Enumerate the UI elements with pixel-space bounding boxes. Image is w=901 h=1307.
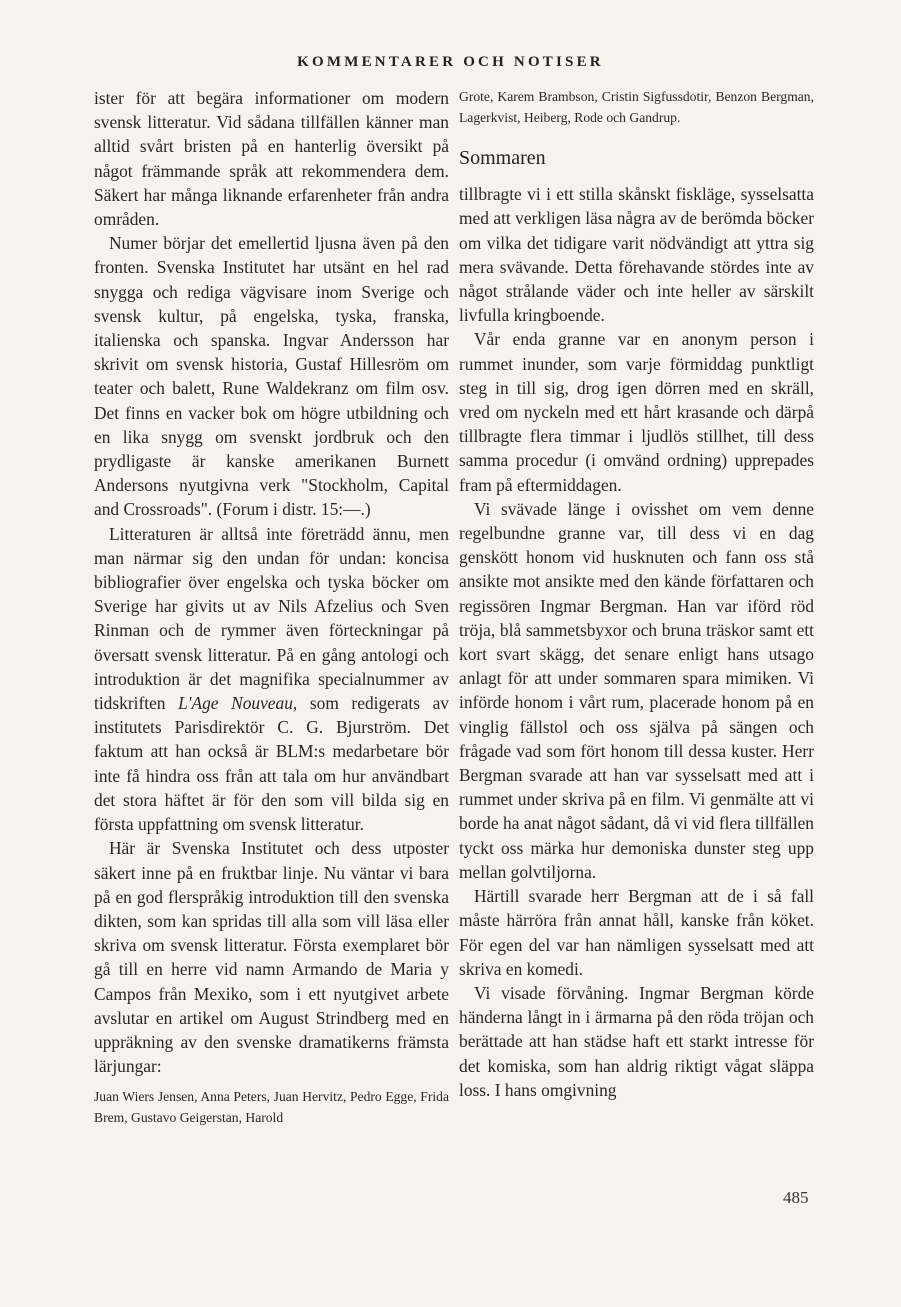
section-title: Sommaren	[459, 147, 546, 169]
journal-title: L'Age Nouveau,	[178, 693, 298, 714]
paragraph: Vår enda granne var en anonym person i rummet inunder, som varje förmiddag punktligt steg in till sig, drog igen dörren med en skräll, vred om nyckeln med ett hårt krasande och därpå tillbragte flera timmar i ljudlös stillhet, till dess samma procedur (i omvänd ordning) upprepades fram på eftermiddagen.	[459, 329, 814, 495]
left-column	[94, 86, 449, 1128]
paragraph: Numer börjar det emellertid ljusna även på den fronten. Svenska Institutet har utsänt en hel rad snygga och rediga vägvisare inom Sverige och svensk kultur, på engelska, tyska, franska, italienska och spanska. Ingvar Andersson har skrivit om svensk historia, Gustaf Hillesröm om teater och balett, Rune Waldekranz om film osv. Det finns en vacker bok om högre utbildning och en lika snygg om svenskt jordbruk och den prydligaste är kanske amerikanen Burnett Andersons nyutgivna verk "Stockholm, Capital and Crossroads". (Forum i distr. 15:—.)	[94, 233, 449, 520]
running-header: KOMMENTARER OCH NOTISER	[297, 54, 604, 70]
paragraph: tillbragte vi i ett stilla skånskt fiskläge, sysselsatta med att verkligen läsa några av de berömda böcker om vilka det tidigare varit nödvändigt att yttra sig mera svävande. Detta förehavande stördes inte av något strålande väder och inte heller av särskilt livfulla kringboende.	[459, 184, 814, 326]
right-column	[459, 86, 814, 1102]
page-number: 485	[783, 1188, 809, 1207]
names-list: Juan Wiers Jensen, Anna Peters, Juan Hervitz, Pedro Egge, Frida Brem, Gustavo Geigerstan, Harold	[94, 1089, 449, 1126]
paragraph: Vi svävade länge i ovisshet om vem denne regelbundne granne var, till dess vi en dag genskött honom vid husknuten och fann oss stå ansikte mot ansikte med den kände författaren och regissören Ingmar Bergman. Han var iförd röd tröja, blå sammetsbyxor och bruna träskor samt ett kort svart skägg, det senare enligt hans utsago anlagt för att under sommaren spara mimiken. Vi införde honom i vårt rum, placerade honom på en vinglig fällstol och oss själva på sängen och frågade vad som fört honom till dessa kuster. Herr Bergman svarade att han var sysselsatt med att i rummet under skriva på en film. Vi genmälte att vi borde ha anat något sådant, då vi vid flera tillfällen tyckt oss märka hur demoniska dunster steg upp mellan golvtiljorna.	[459, 498, 814, 882]
paragraph-text: Litteraturen är alltså inte företrädd ännu, men man närmar sig den undan för undan: koncisa bibliografier över engelska och tyska böcker om Sverige har givits ut av Nils Afzelius och Sven Rinman och de rymmer även förteckningar på översatt svensk litteratur. På en gång antologi och introduktion är det magnifika specialnummer av tidskriften	[94, 523, 449, 714]
paragraph: Härtill svarade herr Bergman att de i så fall måste härröra från annat håll, kanske från köket. För egen del var han nämligen sysselsatt med att skriva en komedi.	[459, 886, 814, 979]
paragraph: Vi visade förvåning. Ingmar Bergman körde händerna långt in i ärmarna på den röda tröjan och berättade att han städse haft ett starkt intresse för det komiska, som han aldrig riktigt vågat släppa loss. I hans omgivning	[459, 982, 814, 1100]
paragraph: ister för att begära informationer om modern svensk litteratur. Vid sådana tillfällen känner man alltid svårt bristen på en hanterlig översikt på något främmande språk att rekommendera dem. Säkert har många liknande erfarenheter från andra områden.	[94, 88, 449, 230]
paragraph	[94, 522, 449, 837]
paragraph-text: som redigerats av institutets Parisdirektör C. G. Bjurström. Det faktum att han också är BLM:s medarbetare bör inte få hindra oss från att tala om hur användbart det stora häftet är för den som vill bilda sig en första uppfattning om svensk litteratur.	[94, 693, 449, 835]
paragraph: Här är Svenska Institutet och dess utposter säkert inne på en fruktbar linje. Nu väntar vi bara på en god flerspråkig introduktion till den svenska dikten, som kan spridas till alla som vill läsa eller skriva om svensk litteratur. Första exemplaret bör gå till en herre vid namn Armando de Maria y Campos från Mexiko, som i ett nyutgivet arbete avslutar en artikel om August Strindberg med en uppräkning av den svenske dramatikerns främsta lärjungar:	[94, 838, 449, 1077]
names-list-continued: Grote, Karem Brambson, Cristin Sigfussdotir, Benzon Bergman, Lagerkvist, Heiberg, Rode och Gandrup.	[459, 89, 814, 125]
